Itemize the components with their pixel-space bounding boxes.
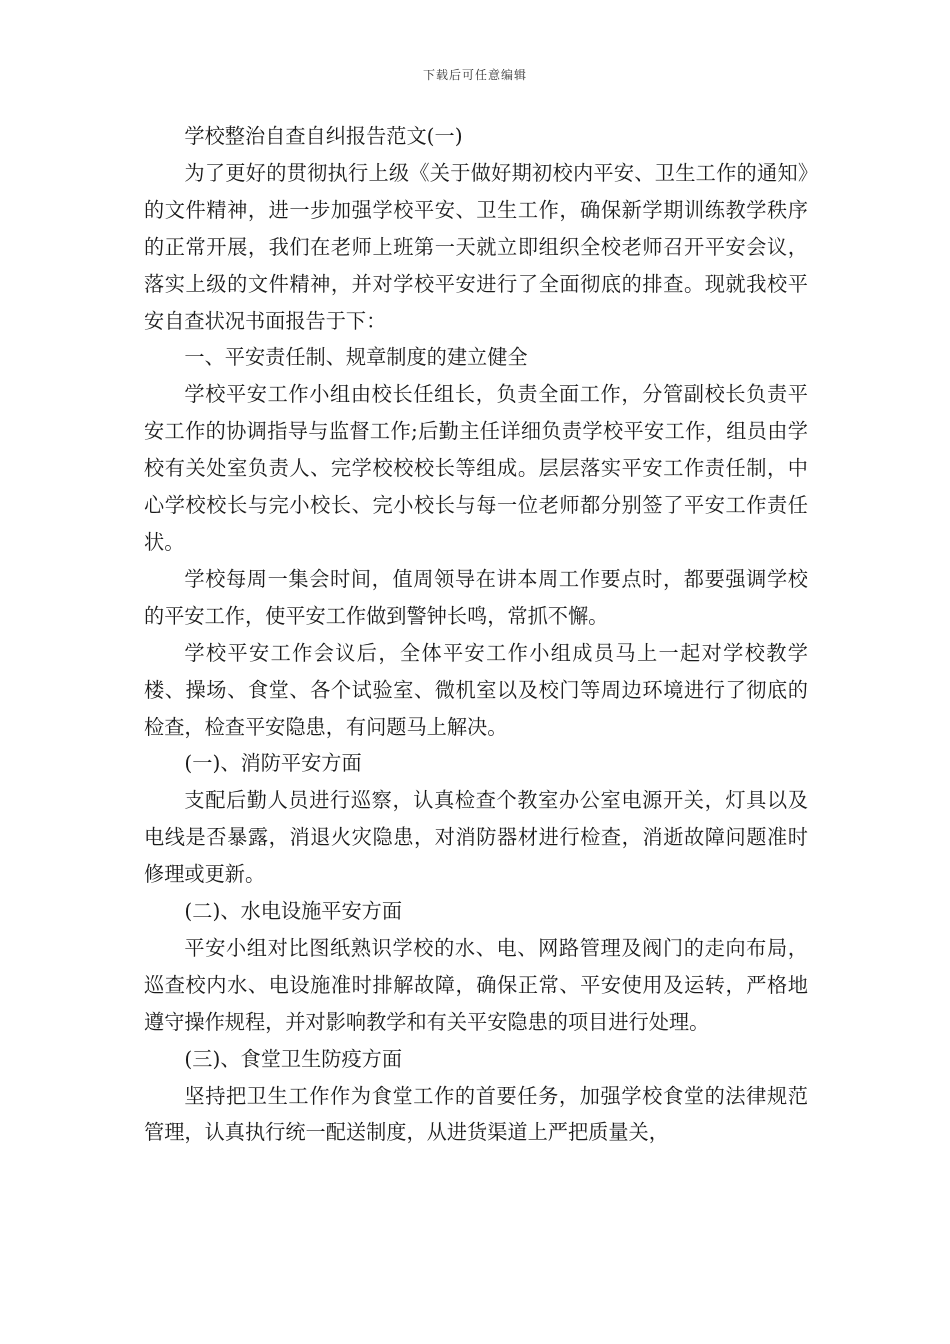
paragraph-responsibility: 学校平安工作小组由校长任组长，负责全面工作，分管副校长负责平安工作的协调指导与监督工作;后勤主任详细负责学校平安工作，组员由学校有关处室负责人、完学校校校长等组成。层层落实平安工作责任制，中心学校校长与完小校长、完小校长与每一位老师都分别签了平安工作责任状。 — [144, 382, 808, 554]
page-header-note: 下载后可任意编辑 — [422, 68, 527, 82]
document-body — [144, 118, 808, 1151]
paragraph-intro: 为了更好的贯彻执行上级《关于做好期初校内平安、卫生工作的通知》的文件精神，进一步加强学校平安、卫生工作，确保新学期训练教学秩序的正常开展，我们在老师上班第一天就立即组织全校老师召开平安会议，落实上级的文件精神，并对学校平安进行了全面彻底的排查。现就我校平安自查状况书面报告于下： — [144, 160, 808, 333]
paragraph-inspection: 学校平安工作会议后，全体平安工作小组成员马上一起对学校教学楼、操场、食堂、各个试验室、微机室以及校门等周边环境进行了彻底的检查，检查平安隐患，有问题马上解决。 — [144, 640, 808, 739]
paragraph-weekly-meeting: 学校每周一集会时间，值周领导在讲本周工作要点时，都要强调学校的平安工作，使平安工作做到警钟长鸣，常抓不懈。 — [144, 566, 808, 628]
paragraph-fire: 支配后勤人员进行巡察，认真检查个教室办公室电源开关，灯具以及电线是否暴露，消退火灾隐患，对消防器材进行检查，消逝故障问题准时修理或更新。 — [144, 788, 808, 887]
paragraph-canteen: 坚持把卫生工作作为食堂工作的首要任务，加强学校食堂的法律规范管理，认真执行统一配送制度，从进货渠道上严把质量关， — [144, 1083, 808, 1145]
section-heading-1: 一、平安责任制、规章制度的建立健全 — [184, 345, 528, 370]
document-title: 学校整治自查自纠报告范文(一) — [184, 124, 463, 148]
subsection-heading-canteen: (三)、食堂卫生防疫方面 — [184, 1046, 403, 1071]
paragraph-utilities: 平安小组对比图纸熟识学校的水、电、网路管理及阀门的走向布局，巡查校内水、电设施准时排解故障，确保正常、平安使用及运转，严格地遵守操作规程，并对影响教学和有关平安隐患的项目进行处理。 — [144, 935, 808, 1034]
subsection-heading-fire: (一)、消防平安方面 — [184, 751, 362, 776]
subsection-heading-utilities: (二)、水电设施平安方面 — [184, 899, 403, 924]
